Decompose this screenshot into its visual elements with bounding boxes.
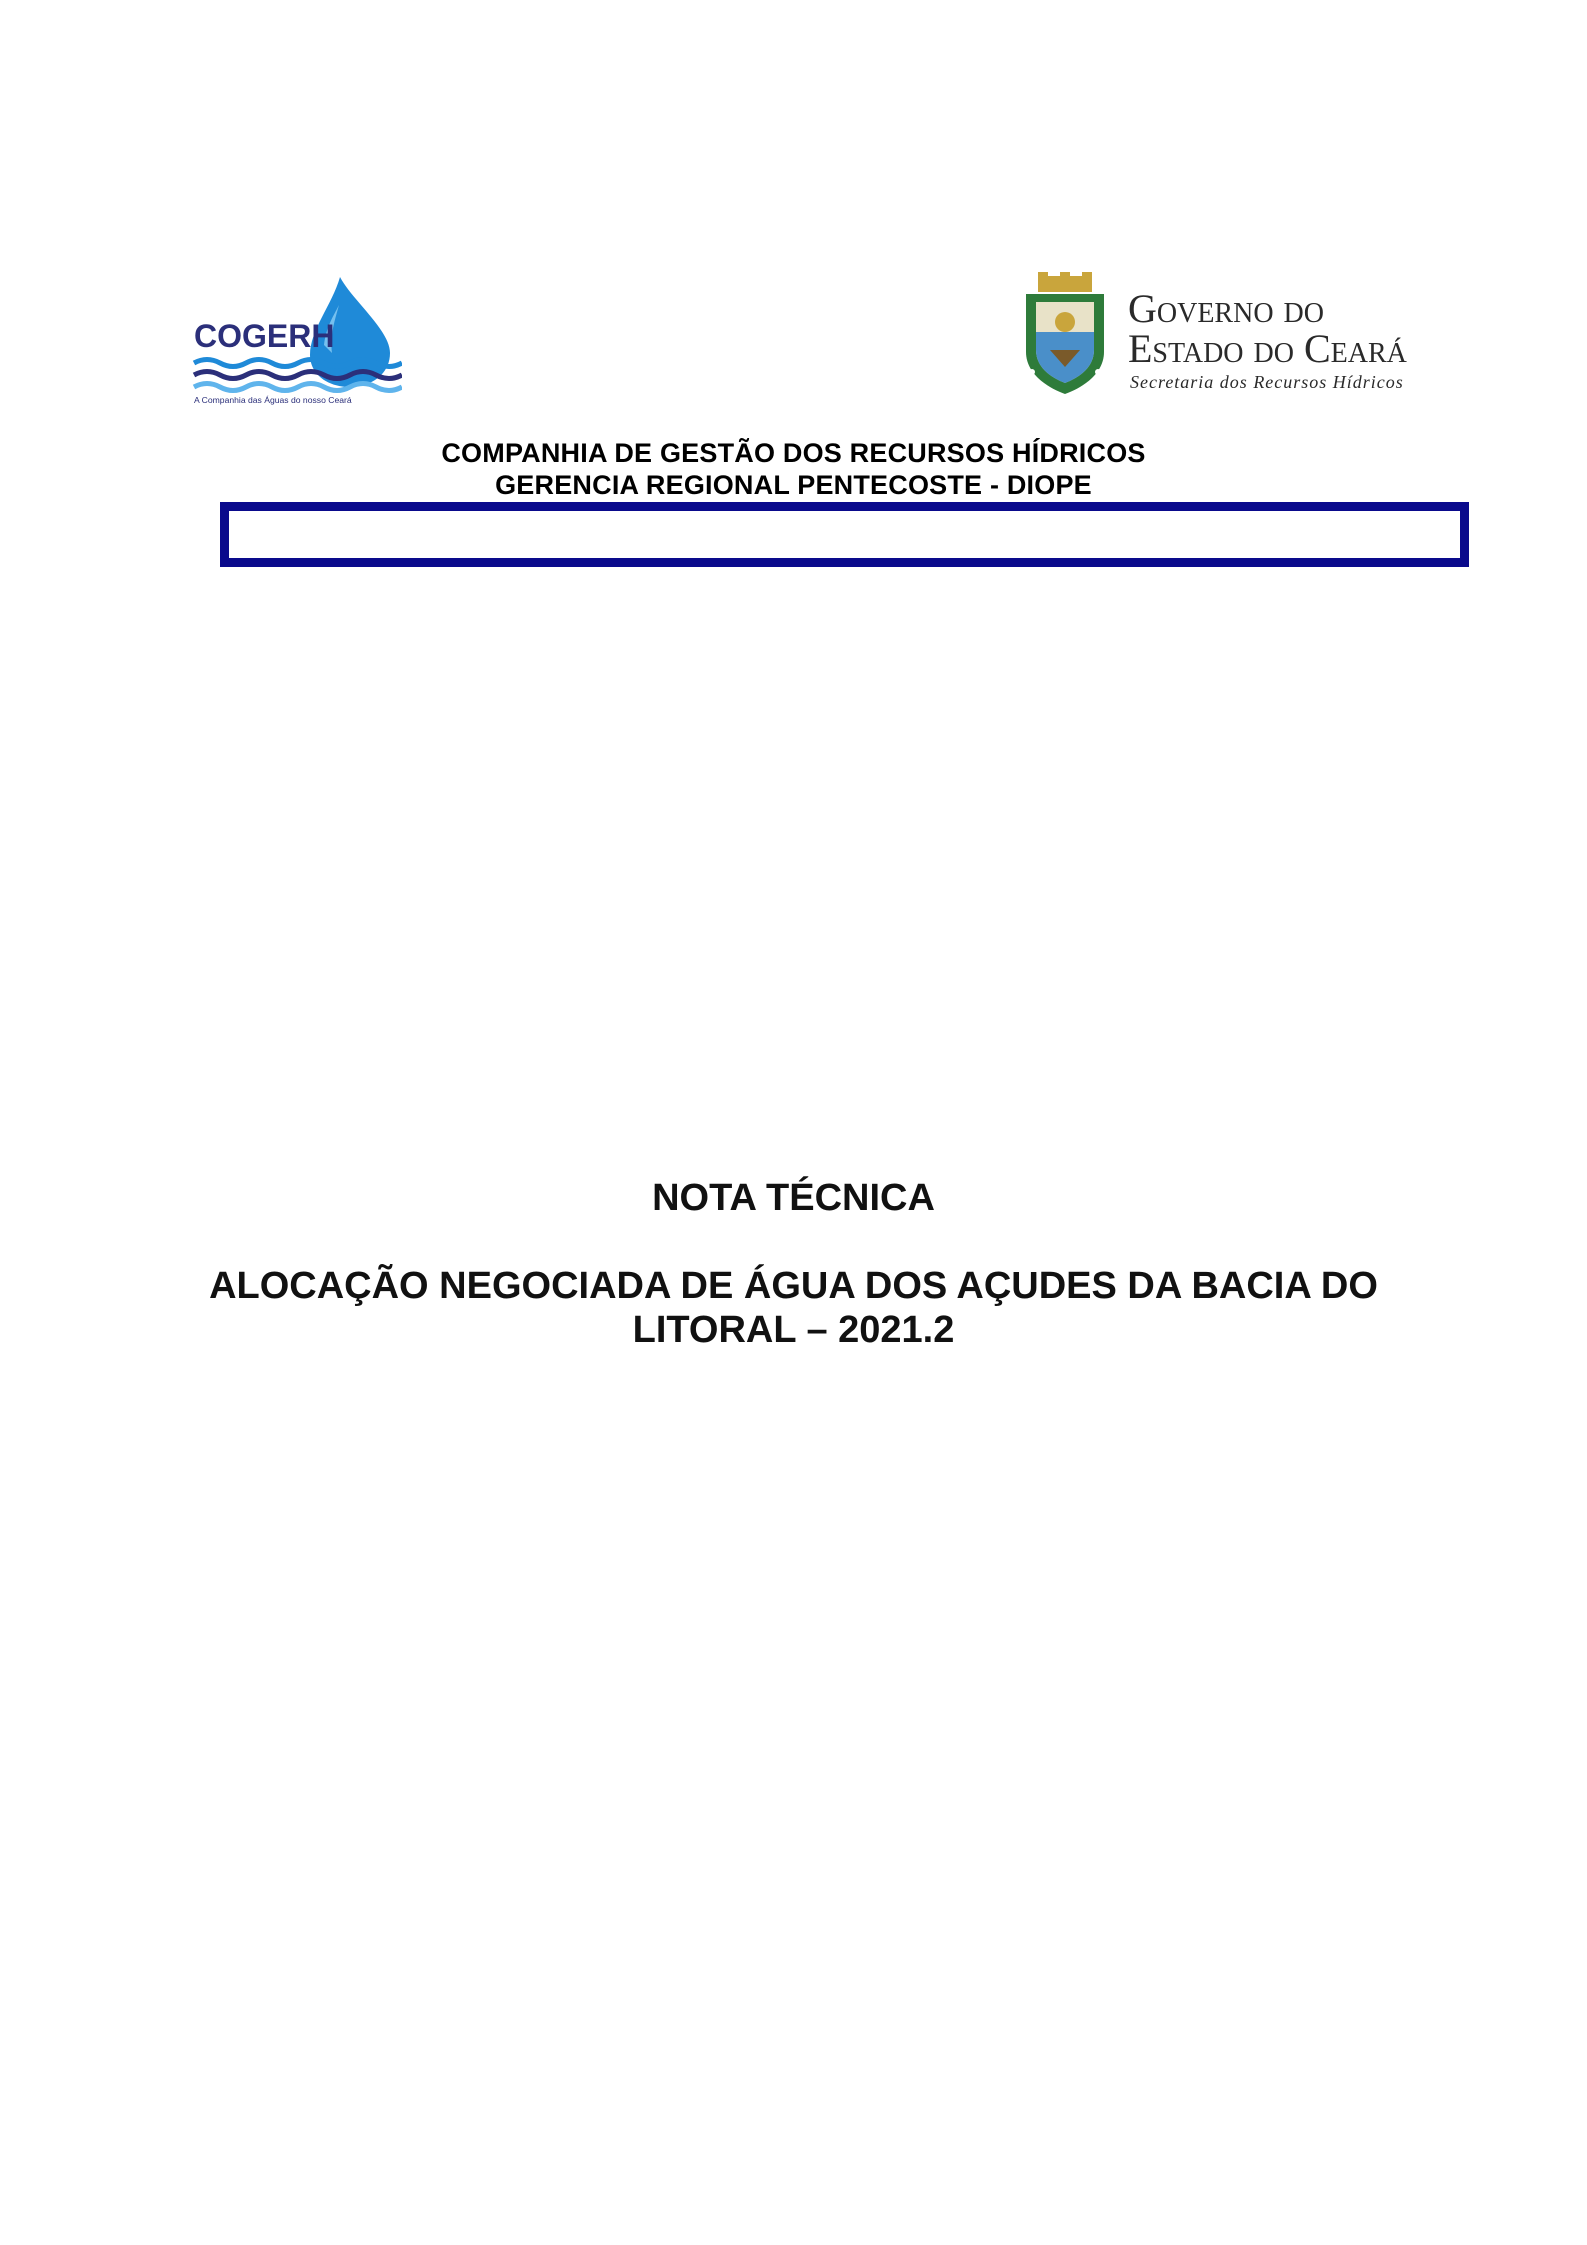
governo-line1: Governo do: [1128, 286, 1324, 331]
cogerh-logo: [192, 275, 402, 410]
document-title-line2: LITORAL – 2021.2: [632, 1309, 955, 1351]
governo-ceara-logo: [1020, 272, 1460, 397]
header-frame: [220, 502, 1469, 567]
document-title-line1: ALOCAÇÃO NEGOCIADA DE ÁGUA DOS AÇUDES DA BACIA DO: [209, 1265, 1378, 1307]
company-name: COMPANHIA DE GESTÃO DOS RECURSOS HÍDRICOS: [441, 438, 1146, 468]
document-title: [0, 1264, 1587, 1352]
cogerh-logo-text: COGERH: [194, 318, 335, 354]
cogerh-tagline: A Companhia das Águas do nosso Ceará: [194, 395, 352, 405]
document-label: NOTA TÉCNICA: [652, 1177, 935, 1219]
governo-line3: Secretaria dos Recursos Hídricos: [1130, 372, 1404, 392]
ceara-coat-of-arms-icon: [1026, 272, 1104, 394]
regional-office: GERENCIA REGIONAL PENTECOSTE - DIOPE: [495, 470, 1092, 500]
governo-line2: Estado do Ceará: [1128, 326, 1407, 371]
